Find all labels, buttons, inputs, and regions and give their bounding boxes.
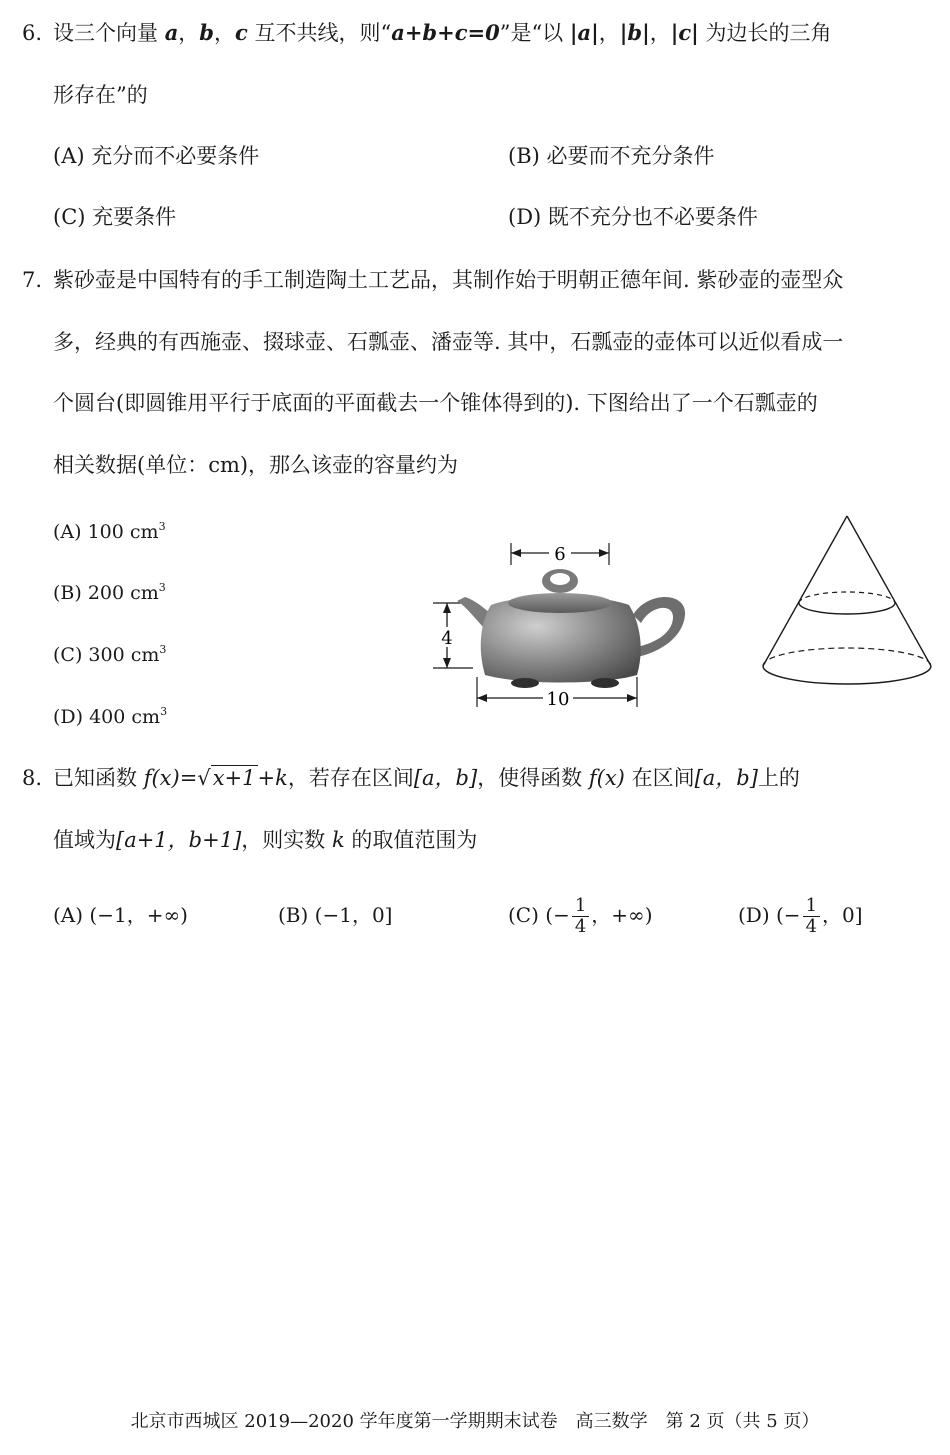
q7-line1: 紫砂壶是中国特有的手工制造陶土工艺品，其制作始于明朝正德年间. 紫砂壶的壶型众 <box>53 268 844 292</box>
q8-option-b: (B) (−1，0] <box>278 903 393 927</box>
q8-option-d-num: 1 <box>803 896 820 917</box>
q6-text-a: 设三个向量 <box>53 21 158 45</box>
q6-sep3: ， <box>598 21 620 45</box>
q7-option-a <box>53 512 166 547</box>
q8-radicand: x+1 <box>212 766 256 790</box>
q6-condition: a+b+c=0 <box>391 20 500 45</box>
q8-option-d-pre: (D) (− <box>738 903 801 927</box>
q8-text-e: 上的 <box>757 766 800 790</box>
q6-option-c: (C) 充要条件 <box>53 205 177 229</box>
q7-option-d-sup: 3 <box>160 705 168 718</box>
q6-vec-a: a <box>164 20 179 45</box>
q8-text-f: 值域为 <box>53 828 116 852</box>
q8-option-d-fraction <box>803 896 820 937</box>
q7-line2: 多，经典的有西施壶、掇球壶、石瓢壶、潘壶等. 其中，石瓢壶的壶体可以近似看成一 <box>53 330 844 354</box>
q8-option-c-post: ，+∞) <box>591 903 653 927</box>
q8-function-2: f(x) <box>588 766 625 790</box>
q6-option-d: (D) 既不充分也不必要条件 <box>508 205 758 229</box>
q6-line2: 形存在”的 <box>53 83 148 107</box>
q7-number: 7. <box>22 268 43 292</box>
dim-height-label: 4 <box>441 628 453 649</box>
q6-mod-c: |c| <box>670 20 699 45</box>
q8-interval: [a，b] <box>413 766 478 790</box>
q6-sep4: ， <box>649 21 671 45</box>
q7-option-c-sup: 3 <box>159 643 167 656</box>
q8-option-a: (A) (−1，+∞) <box>53 903 188 927</box>
q7-option-c <box>53 635 166 670</box>
q7-option-a-sup: 3 <box>158 520 166 533</box>
q7-line4: 相关数据(单位：cm)，那么该壶的容量约为 <box>53 453 459 477</box>
q8-option-d-den: 4 <box>805 916 818 937</box>
q7-option-a-label: (A) 100 cm <box>53 521 159 543</box>
q8-option-c-fraction <box>572 896 589 937</box>
q6-vec-b: b <box>199 20 214 45</box>
teapot-figure <box>425 535 695 715</box>
q8-number: 8. <box>22 766 43 790</box>
q6-sep1: ， <box>178 21 200 45</box>
q8-line2 <box>53 825 477 855</box>
q7-option-d <box>53 697 167 732</box>
q8-text-b: ，若存在区间 <box>287 766 414 790</box>
q7-option-b <box>53 573 166 608</box>
q6-mod-a: |a| <box>569 20 599 45</box>
cone-figure <box>755 508 935 693</box>
q7-option-b-sup: 3 <box>158 581 166 594</box>
q8-option-c-den: 4 <box>574 916 587 937</box>
q6-option-b: (B) 必要而不充分条件 <box>508 144 715 168</box>
q8-interval-2: [a，b] <box>694 766 758 790</box>
q8-text-c: ，使得函数 <box>477 766 583 790</box>
q6-mod-b: |b| <box>619 20 650 45</box>
q8-option-d-post: ，0] <box>822 903 863 927</box>
q8-option-c <box>508 892 653 938</box>
dim-bottom-label: 10 <box>546 689 570 710</box>
q8-option-d <box>738 892 863 938</box>
dim-top-label: 6 <box>554 544 566 565</box>
q6-text-b: 互不共线，则“ <box>254 21 392 45</box>
page-footer: 北京市西城区 2019—2020 学年度第一学期期末试卷 高三数学 第 2 页（共 5 页） <box>130 1411 820 1432</box>
sqrt-sign: √ <box>197 766 211 790</box>
q8-text-d: 在区间 <box>631 766 695 790</box>
q8-text-h: 的取值范围为 <box>351 828 478 852</box>
q6-vec-c: c <box>234 20 248 45</box>
q8-range: [a+1，b+1] <box>116 828 242 852</box>
q6-number: 6. <box>22 21 43 45</box>
q8-text-a: 已知函数 <box>53 766 137 790</box>
q7-option-b-label: (B) 200 cm <box>53 582 159 604</box>
q8-k: k <box>331 828 345 852</box>
q8-text-g: ，则实数 <box>241 828 326 852</box>
q6-text-c: ”是“以 <box>499 21 564 45</box>
q8-plus-k: +k <box>257 766 288 790</box>
q7-line3: 个圆台(即圆锥用平行于底面的平面截去一个锥体得到的). 下图给出了一个石瓢壶的 <box>53 391 818 415</box>
q8-function: f(x)= <box>143 766 198 790</box>
q8-option-c-num: 1 <box>572 896 589 917</box>
q7-option-d-label: (D) 400 cm <box>53 706 161 728</box>
q6-option-a: (A) 充分而不必要条件 <box>53 144 260 168</box>
q8-option-c-pre: (C) (− <box>508 903 570 927</box>
q8-line1 <box>53 763 800 793</box>
q6-sep2: ， <box>213 21 235 45</box>
q6-text-d: 为边长的三角 <box>705 21 832 45</box>
q7-option-c-label: (C) 300 cm <box>53 644 160 666</box>
